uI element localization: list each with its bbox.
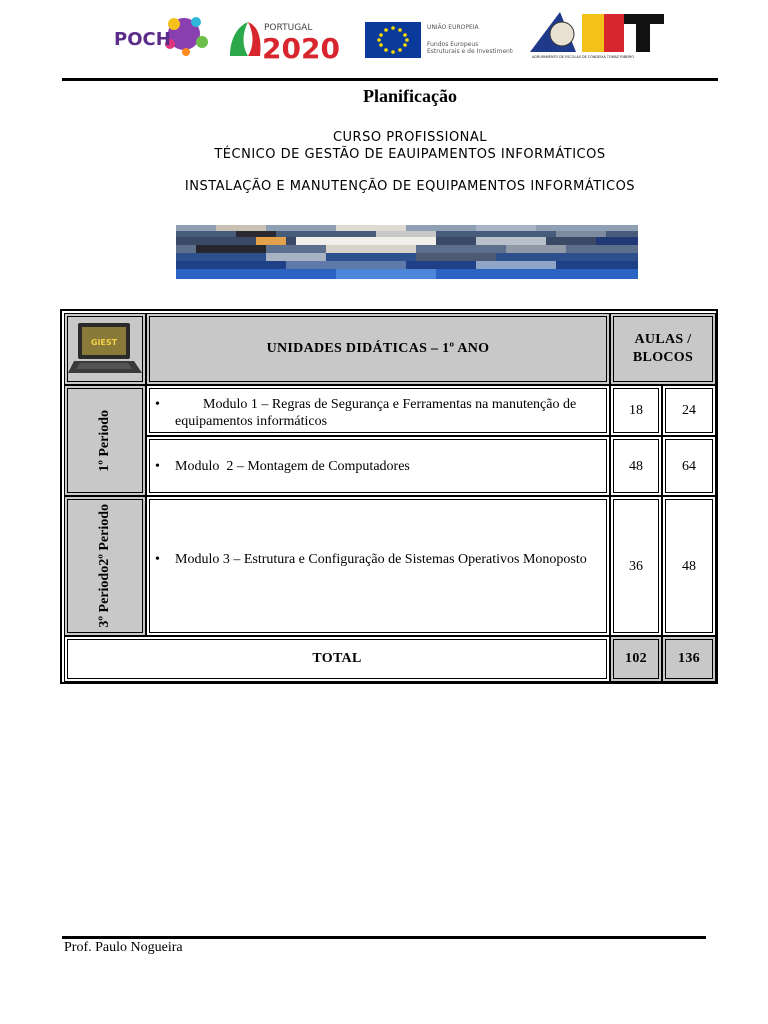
table-row-3-text	[146, 496, 610, 636]
pt2020-label: 2020	[262, 32, 340, 62]
module-1-aulas: 18	[610, 385, 662, 436]
table-header-aulas	[610, 313, 716, 385]
total-label: TOTAL	[312, 651, 362, 666]
table-header-title	[146, 313, 610, 385]
portugal-2020-logo	[226, 16, 356, 62]
bullet: •	[155, 459, 160, 474]
bullet: •	[155, 397, 160, 412]
laptop-screen-text: GIEST	[90, 338, 118, 347]
header-title-text: UNIDADES DIDÁTICAS – 1º ANO	[266, 341, 490, 356]
header-aulas-text: AULAS / BLOCOS	[632, 332, 694, 365]
course-name: TÉCNICO DE GESTÃO DE EAUIPAMENTOS INFORMÁTICOS	[214, 147, 606, 162]
header-rule	[62, 78, 718, 81]
eu-funds-logo	[365, 20, 513, 60]
eu-title: UNIÃO EUROPEIA	[427, 24, 479, 31]
module-2-aulas: 48	[610, 436, 662, 496]
poch-logo-text: POCH	[114, 29, 171, 50]
module-2-blocos: 64	[662, 436, 716, 496]
school-logo-text: AGRUPAMENTO DE ESCOLAS DE CONDEIXA TOMAZ RIBEIRO	[532, 55, 635, 59]
table-row-1-text	[146, 385, 610, 436]
footer-author: Prof. Paulo Nogueira	[64, 940, 183, 955]
period-1-label: 1º Periodo	[97, 409, 112, 472]
portugal-label: PORTUGAL	[264, 23, 313, 33]
footer-rule	[62, 936, 706, 939]
module-1-blocos: 24	[662, 385, 716, 436]
module-3-aulas: 36	[610, 496, 662, 636]
period-2-3-cell	[64, 496, 146, 636]
module-2-text: Modulo 2 – Montagem de Computadores	[175, 459, 410, 474]
period-2-3-label: 3º Periodo2º Periodo	[97, 504, 112, 628]
module-3-blocos: 48	[662, 496, 716, 636]
bullet: •	[155, 552, 160, 567]
table-row-2-text	[146, 436, 610, 496]
total-label-cell	[64, 636, 610, 682]
module-1-text: Modulo 1 – Regras de Segurança e Ferramentas na manutenção de equipamentos informáticos	[175, 397, 577, 429]
eu-fund-line1: Fundos Europeus	[427, 41, 479, 48]
total-blocos: 136	[662, 636, 716, 682]
pixelated-banner-image	[176, 225, 638, 279]
laptop-image-cell	[64, 313, 146, 385]
subject-name: INSTALAÇÃO E MANUTENÇÃO DE EQUIPAMENTOS INFORMÁTICOS	[184, 179, 636, 194]
module-3-text: Modulo 3 – Estrutura e Configuração de Sistemas Operativos Monoposto	[175, 552, 587, 567]
total-aulas: 102	[610, 636, 662, 682]
course-type: CURSO PROFISSIONAL	[332, 130, 488, 145]
laptop-icon	[66, 315, 146, 385]
planning-table	[60, 309, 718, 684]
eu-fund-line2: Estruturais e de Investimento	[427, 48, 513, 55]
period-1-cell	[64, 385, 146, 496]
school-logo	[530, 12, 670, 60]
page-title: Planificação	[363, 86, 457, 106]
poch-logo	[112, 12, 212, 62]
